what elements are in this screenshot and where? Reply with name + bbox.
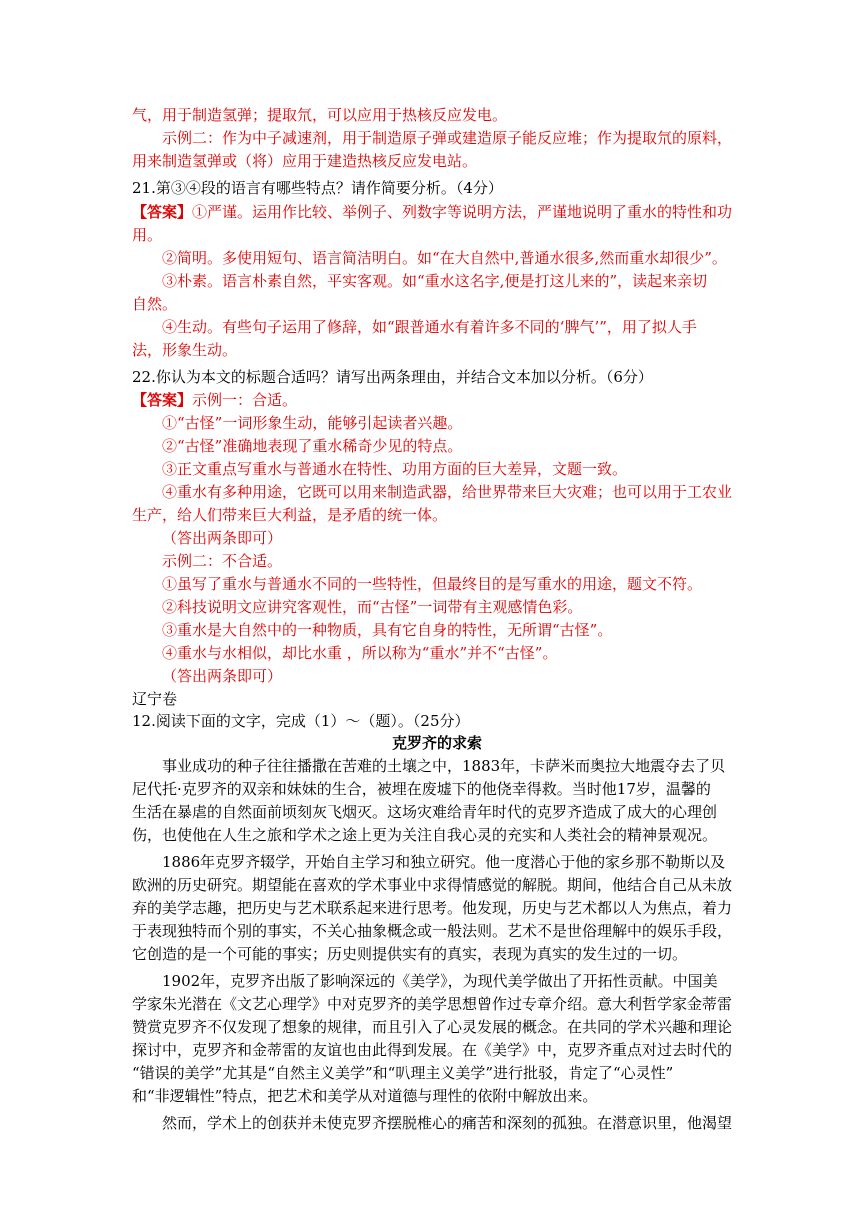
line-text: 伤，也使他在人生之旅和学术之途上更为关注自我心灵的充实和人类社会的精神景观况。 [132,826,718,844]
text-line [162,412,772,434]
line-text: ④重水与水相似，却比水重 ，所以称为“重水”并不“古怪”。 [162,644,558,662]
line-text: 气，用于制造氢弹；提取氘，可以应用于热核反应发电。 [132,106,508,124]
line-text: ③重水是大自然中的一种物质，具有它自身的特性，无所谓“古怪”。 [162,621,613,639]
line-text: 生活在暴虐的自然面前顷刻灰飞烟灭。这场灾难给青年时代的克罗齐造成了成大的心理创 [132,803,718,821]
text-line [162,270,772,292]
text-line [132,1085,742,1107]
line-text: 12.阅读下面的文字，完成（1）～（题）。（25分） [132,712,470,730]
line-text: 欧洲的历史研究。期望能在喜欢的学术事业中求得情感觉的解脱。期间，他结合自己从未放 [132,876,733,894]
text-line [162,435,772,457]
text-line [132,1016,742,1038]
text-line [132,1039,742,1061]
answer-label: 【答案】 [132,203,193,221]
line-text: 尼代托·克罗齐的双亲和妹妹的生合，被埋在废墟下的他侥幸得救。当时他17岁，温馨的 [132,780,711,798]
text-line [162,619,772,641]
text-line [132,874,742,896]
article-title [132,732,742,754]
text-line [132,150,742,172]
line-text: （答出两条即可） [162,667,283,685]
text-line [132,943,742,965]
text-line [132,824,742,846]
text-line [132,920,742,942]
text-line [132,710,742,732]
line-text: ③朴素。语言朴素自然，平实客观。如“重水这名字,便是打这儿来的”，读起来亲切 [162,272,708,290]
text-line [132,224,742,246]
line-text: ①“古怪”一词形象生动，能够引起读者兴趣。 [162,414,463,432]
text-line [162,755,772,777]
line-text: ④重水有多种用途，它既可以用来制造武器，给世界带来巨大灾难；也可以用于工农业 [162,483,733,501]
line-text: 弃的美学志趣，把历史与艺术联系起来进行思考。他发现，历史与艺术都以人为焦点，着力 [132,899,733,917]
line-text: 探讨中，克罗齐和金蒂雷的友谊也由此得到发展。在《美学》中，克罗齐重点对过去时代的 [132,1041,733,1059]
line-text: 示例一：合适。 [192,391,298,409]
line-text: 用来制造氢弹或（将）应用于建造热核反应发电站。 [132,152,478,170]
line-text: ④生动。有些句子运用了修辞，如“跟普通水有着许多不同的‘脾气’”，用了拟人手 [162,318,697,336]
text-line [162,596,772,618]
line-text: “错误的美学”尤其是“自然主义美学”和“叭理主义美学”进行批驳，肯定了“心灵性” [132,1064,674,1082]
line-text: ①虽写了重水与普通水不同的一些特性，但最终目的是写重水的用途，题文不符。 [162,575,703,593]
line-text: 1886年克罗齐辍学，开始自主学习和独立研究。他一度潜心于他的家乡那不勒斯以及 [162,853,726,871]
text-line [132,293,742,315]
text-line [132,897,742,919]
text-line [132,389,742,411]
text-line [162,851,772,873]
text-line [162,642,772,664]
line-text: （答出两条即可） [162,529,283,547]
line-text: 辽宁卷 [132,690,178,708]
line-text: 然而，学术上的创获并未使克罗齐摆脱椎心的痛苦和深刻的孤独。在潜意识里，他渴望 [162,1114,733,1132]
text-line [162,127,772,149]
text-line [132,201,742,223]
line-text: 生产，给人们带来巨大利益，是矛盾的统一体。 [132,506,448,524]
line-text: 赞赏克罗齐不仅发现了想象的规律，而且引入了心灵发展的概念。在共同的学术兴趣和理论 [132,1018,733,1036]
text-line [162,316,772,338]
line-text: 21.第③④段的语言有哪些特点？请作简要分析。（4分） [132,179,503,197]
line-text: ②科技说明文应讲究客观性，而“古怪”一词带有主观感情色彩。 [162,598,583,616]
text-line [132,778,742,800]
text-line [132,504,742,526]
text-line [162,481,772,503]
line-text: 示例二：不合适。 [162,552,283,570]
line-text: 学家朱光潜在《文艺心理学》中对克罗齐的美学思想曾作过专章介绍。意大利哲学家金蒂雷 [132,995,733,1013]
line-text: ②简明。多使用短句、语言简洁明白。如“在大自然中,普通水很多,然而重水却很少”。 [162,249,727,267]
text-line [132,177,742,199]
line-text: ①严谨。运用作比较、举例子、列数字等说明方法，严谨地说明了重水的特性和功 [192,203,733,221]
text-line [132,366,742,388]
line-text: 它创造的是一个可能的事实；历史则提供实有的真实，表现为真实的发生过的一切。 [132,945,688,963]
line-text: 用。 [132,226,163,244]
text-line [132,104,742,126]
text-line [132,993,742,1015]
line-text: 克罗齐的求索 [391,734,482,752]
text-line [162,1112,772,1134]
line-text: 事业成功的种子往往播撒在苦难的土壤之中，1883年，卡萨米而奥拉大地震夺去了贝 [162,757,726,775]
line-text: 自然。 [132,295,178,313]
answer-label: 【答案】 [132,391,193,409]
line-text: ③正文重点写重水与普通水在特性、功用方面的巨大差异，文题一致。 [162,460,628,478]
text-line [162,665,772,687]
line-text: 示例二：作为中子减速剂，用于制造原子弹或建造原子能反应堆；作为提取氘的原料， [162,129,733,147]
text-line [162,573,772,595]
line-text: 于表现独特而个别的事实，不关心抽象概念或一般法则。艺术不是世俗理解中的娱乐手段， [132,922,733,940]
text-line [162,550,772,572]
text-line [132,688,742,710]
line-text: 和“非逻辑性”特点，把艺术和美学从对道德与理性的依附中解放出来。 [132,1087,598,1105]
text-line [132,801,742,823]
line-text: 22.你认为本文的标题合适吗？请写出两条理由，并结合文本加以分析。（6分） [132,368,653,386]
text-line [162,458,772,480]
text-line [132,1062,742,1084]
text-line [162,970,772,992]
line-text: 1902年，克罗齐出版了影响深远的《美学》，为现代美学做出了开拓性贡献。中国美 [162,972,718,990]
line-text: 法，形象生动。 [132,341,238,359]
text-line [162,247,772,269]
text-line [132,339,742,361]
text-line [162,527,772,549]
line-text: ②“古怪”准确地表现了重水稀奇少见的特点。 [162,437,463,455]
